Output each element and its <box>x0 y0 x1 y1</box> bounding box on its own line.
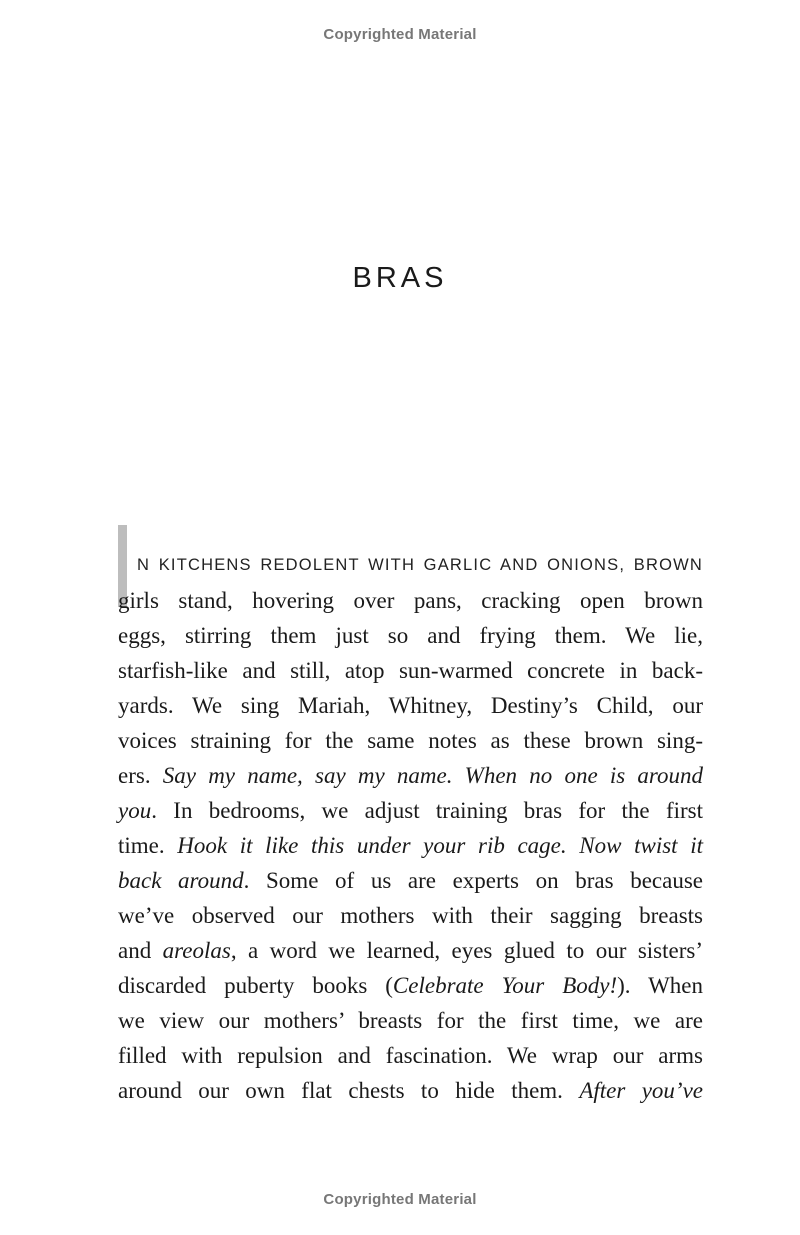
text-span: around our own flat chests to hide them. <box>118 1078 580 1103</box>
text-span: . Some of us are experts on bras because <box>243 868 703 893</box>
text-line <box>118 758 703 793</box>
text-line <box>118 863 703 898</box>
text-line <box>118 653 703 688</box>
text-line <box>118 933 703 968</box>
text-span: and <box>118 938 163 963</box>
text-span: time. <box>118 833 178 858</box>
italic-span: Say my name, say my name. When no one is around <box>162 763 703 788</box>
italic-span: Hook it like this under your rib cage. Now twist it <box>177 833 703 858</box>
italic-span: After you’ve <box>579 1078 703 1103</box>
watermark-top: Copyrighted Material <box>323 26 477 43</box>
text-span: yards. We sing Mariah, Whitney, Destiny’s Child, our <box>118 693 703 718</box>
text-line <box>118 793 703 828</box>
text-span: discarded puberty books ( <box>118 973 393 998</box>
text-line <box>118 898 703 933</box>
text-line <box>118 1003 703 1038</box>
watermark-bottom: Copyrighted Material <box>323 1191 477 1208</box>
text-span: starfish-like and still, atop sun-warmed concrete in back- <box>118 658 703 683</box>
text-line <box>118 1038 703 1073</box>
text-line <box>118 968 703 1003</box>
text-line <box>118 723 703 758</box>
text-span: girls stand, hovering over pans, cracking open brown <box>118 588 703 613</box>
text-span: filled with repulsion and fascination. We wrap our arms <box>118 1043 703 1068</box>
text-line <box>118 1073 703 1108</box>
text-line <box>118 618 703 653</box>
text-span: . In bedrooms, we adjust training bras for the first <box>151 798 703 823</box>
lead-in-small-caps: N KITCHENS REDOLENT WITH GARLIC AND ONIONS, BROWN <box>137 556 703 574</box>
text-span: ). When <box>617 973 704 998</box>
italic-span: back around <box>118 868 244 893</box>
italic-span: you <box>118 798 152 823</box>
text-span: ers. <box>118 763 163 788</box>
body-paragraph <box>118 583 703 1108</box>
italic-span: Celebrate Your Body! <box>392 973 618 998</box>
text-span: we view our mothers’ breasts for the first time, we are <box>118 1008 703 1033</box>
chapter-title: BRAS <box>352 262 448 294</box>
text-line <box>118 828 703 863</box>
text-line <box>118 688 703 723</box>
text-line <box>118 583 703 618</box>
text-span: we’ve observed our mothers with their sagging breasts <box>118 903 703 928</box>
text-span: voices straining for the same notes as these brown sing- <box>118 728 703 753</box>
text-span: , a word we learned, eyes glued to our sisters’ <box>230 938 703 963</box>
italic-span: areolas <box>162 938 231 963</box>
text-span: eggs, stirring them just so and frying them. We lie, <box>118 623 703 648</box>
